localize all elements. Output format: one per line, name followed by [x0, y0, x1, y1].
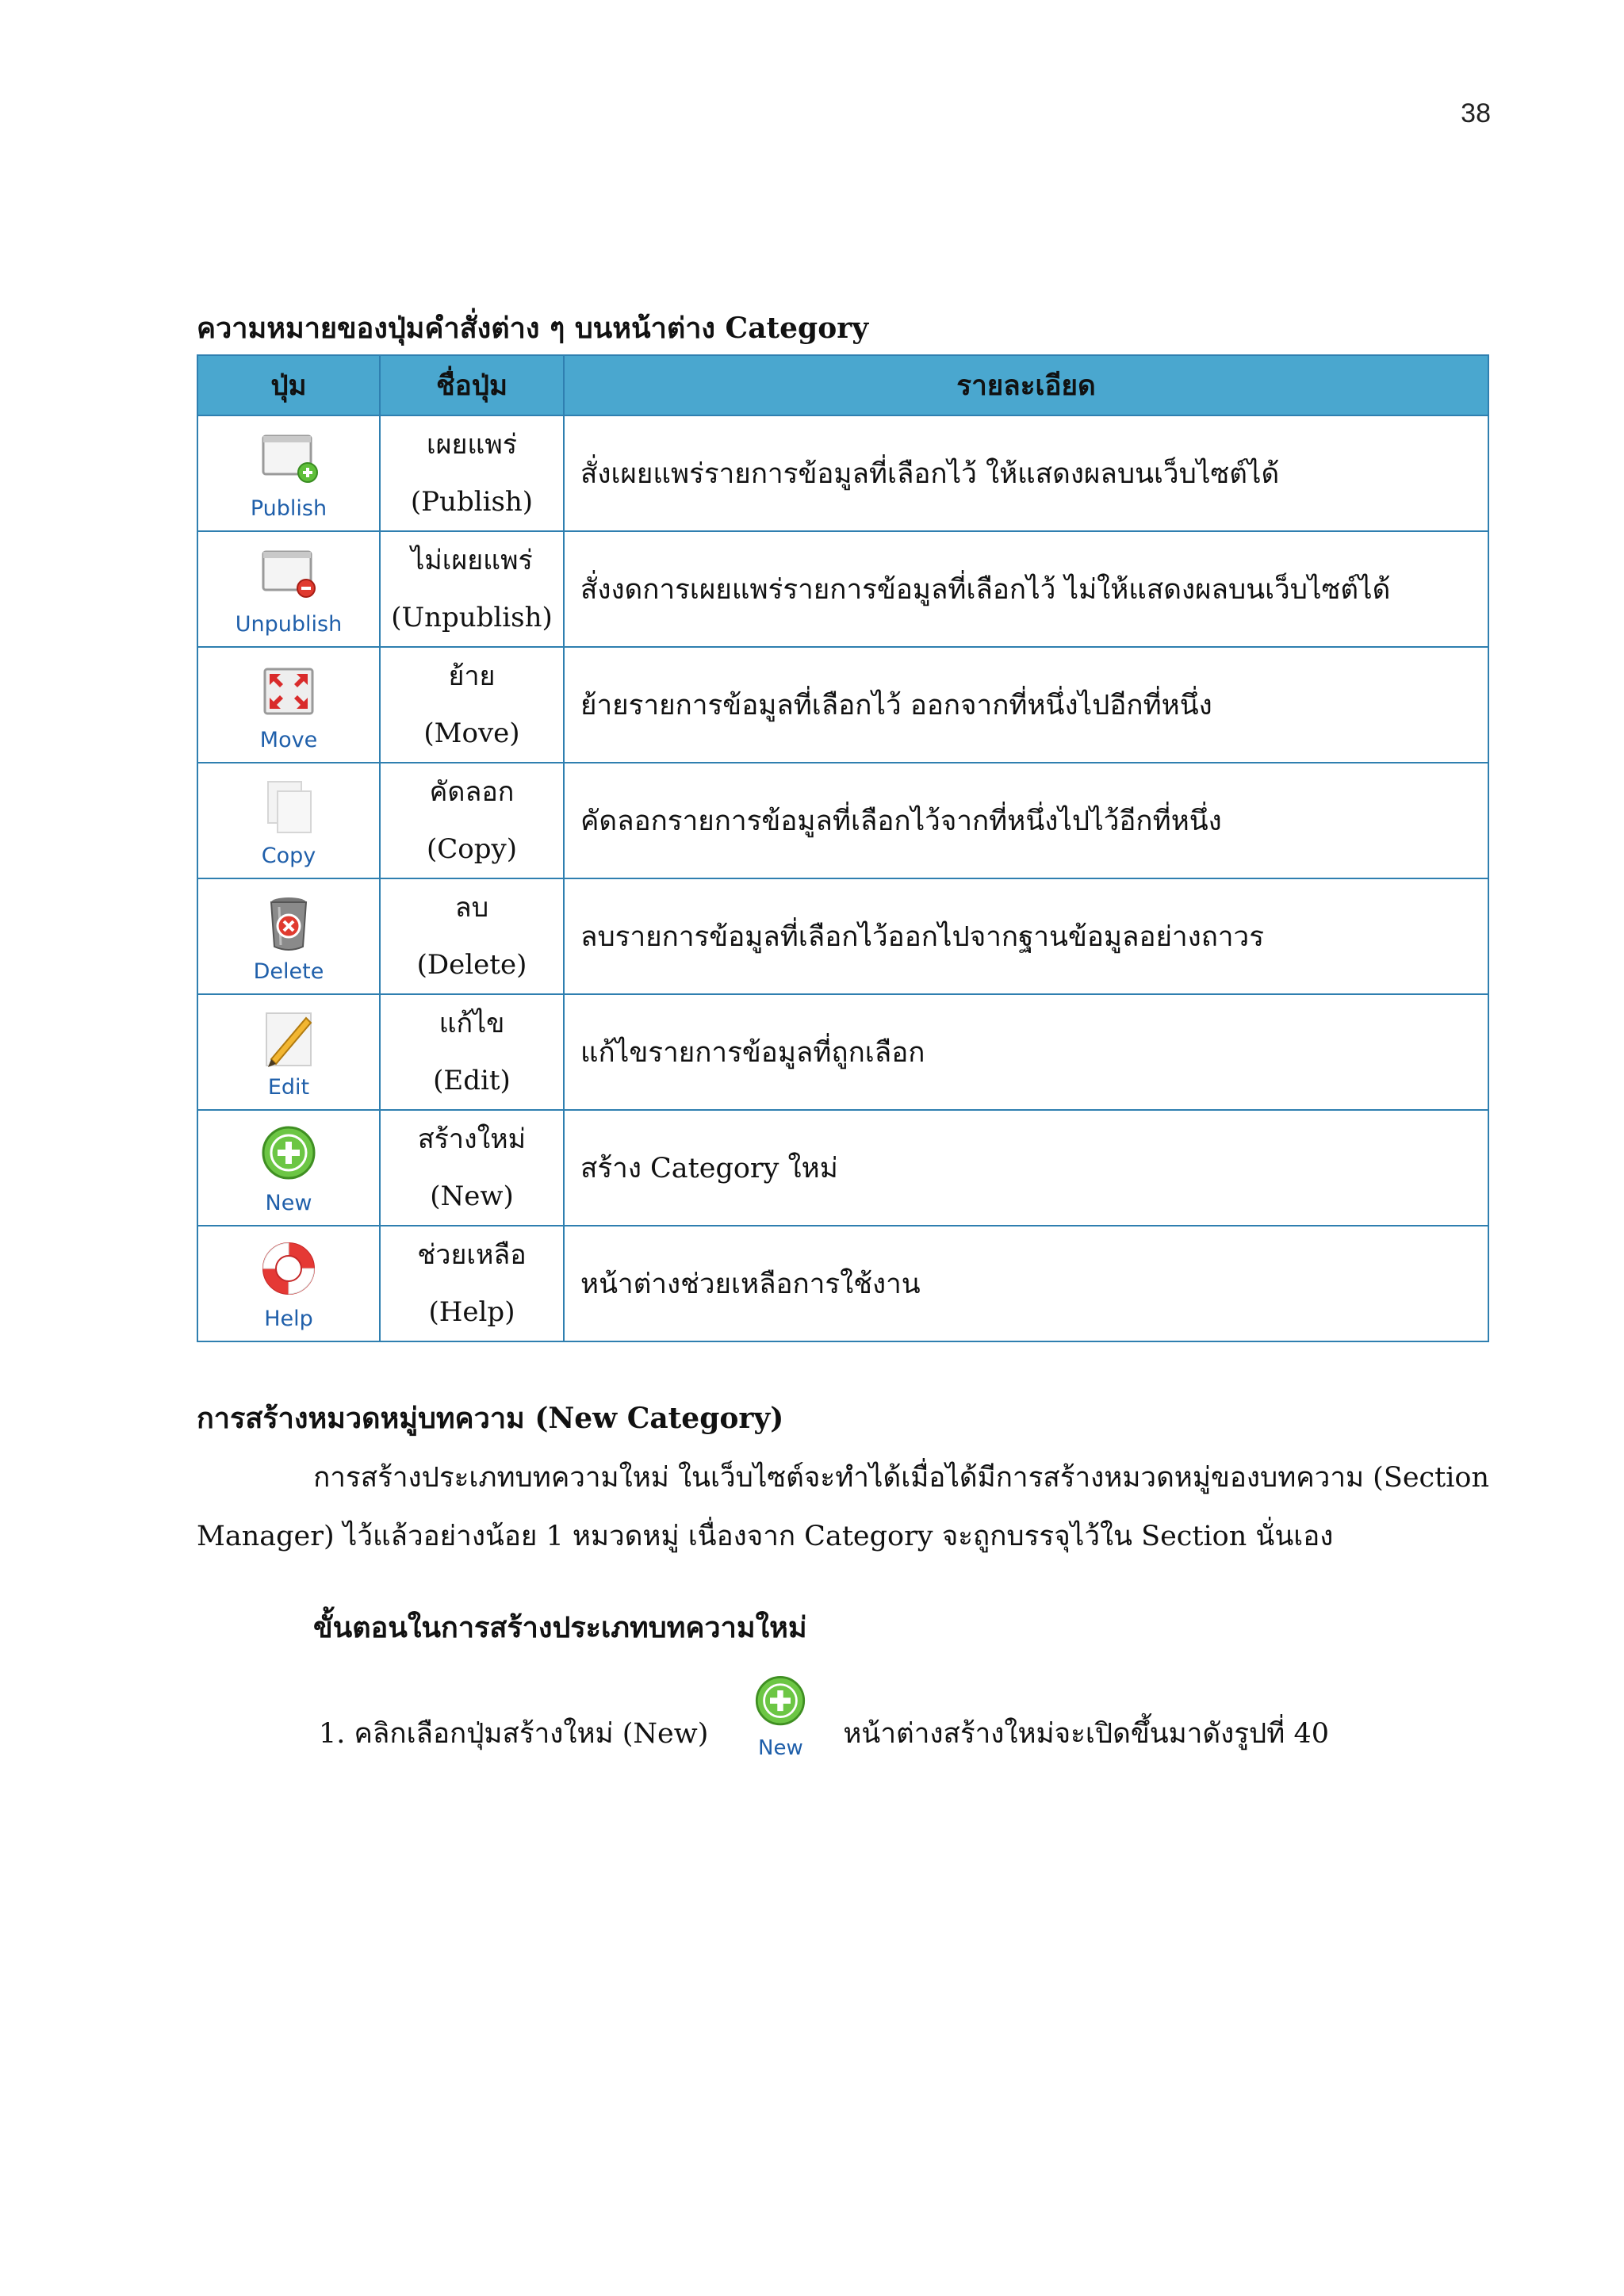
button-name-en: (Delete) — [416, 949, 527, 981]
header-button: ปุ่ม — [197, 355, 380, 415]
table-row — [197, 531, 1488, 647]
move-button[interactable] — [198, 650, 379, 760]
button-detail: ลบรายการข้อมูลที่เลือกไว้ออกไปจากฐานข้อมูลอย่างถาวร — [564, 878, 1488, 994]
button-detail: สร้าง Category ใหม่ — [564, 1110, 1488, 1226]
move-icon — [255, 658, 322, 725]
table-row — [197, 1226, 1488, 1341]
button-name-th: ย้าย — [448, 660, 496, 692]
icon-label: Publish — [250, 496, 327, 521]
delete-icon — [255, 890, 322, 956]
button-name-en: (Publish) — [410, 486, 534, 518]
paragraph-line: การสร้างประเภทบทความใหม่ ในเว็บไซต์จะทำได้เมื่อได้มีการสร้างหมวดหมู่ของบทความ (Section — [313, 1462, 1489, 1494]
copy-icon — [255, 774, 322, 840]
edit-button[interactable] — [198, 997, 379, 1108]
step-1-text-after: หน้าต่างสร้างใหม่จะเปิดขึ้นมาดังรูปที่ 40 — [843, 1718, 1329, 1750]
section-heading: การสร้างหมวดหมู่บทความ (New Category) — [197, 1402, 784, 1435]
icon-label: Delete — [253, 959, 324, 984]
button-name-en: (Edit) — [433, 1065, 511, 1096]
button-name-th: ลบ — [454, 892, 489, 924]
table-row — [197, 647, 1488, 763]
button-name-en: (Help) — [428, 1296, 515, 1328]
help-icon — [255, 1237, 322, 1303]
button-name-th: คัดลอก — [429, 776, 515, 808]
step-1 — [319, 1657, 1329, 1760]
button-name-th: ช่วยเหลือ — [417, 1239, 527, 1271]
icon-label: Help — [264, 1306, 313, 1331]
table-row — [197, 1110, 1488, 1226]
button-detail: คัดลอกรายการข้อมูลที่เลือกไว้จากที่หนึ่งไปไว้อีกที่หนึ่ง — [564, 763, 1488, 878]
new-icon — [255, 1121, 322, 1188]
inline-new-button — [737, 1671, 824, 1760]
steps-heading: ขั้นตอนในการสร้างประเภทบทความใหม่ — [313, 1611, 807, 1644]
help-button[interactable] — [198, 1229, 379, 1339]
button-detail: หน้าต่างช่วยเหลือการใช้งาน — [564, 1226, 1488, 1341]
button-detail: สั่งงดการเผยแพร่รายการข้อมูลที่เลือกไว้ ไม่ให้แสดงผลบนเว็บไซต์ได้ — [564, 531, 1488, 647]
edit-icon — [255, 1005, 322, 1072]
delete-button[interactable] — [198, 882, 379, 992]
icon-label: Copy — [261, 843, 316, 868]
table-row — [197, 415, 1488, 531]
command-buttons-table — [197, 354, 1489, 1342]
new-button[interactable] — [198, 1113, 379, 1223]
copy-button[interactable] — [198, 766, 379, 876]
icon-label: Unpublish — [235, 611, 343, 637]
page-number: 38 — [1461, 98, 1491, 128]
button-name-en: (Move) — [423, 718, 520, 749]
publish-icon — [255, 427, 322, 493]
new-icon — [749, 1671, 811, 1733]
table-header-row — [197, 355, 1488, 415]
header-detail: รายละเอียด — [564, 355, 1488, 415]
button-name-en: (Unpublish) — [391, 602, 553, 633]
icon-label: New — [758, 1736, 803, 1760]
unpublish-button[interactable] — [198, 534, 379, 645]
button-name-th: เผยแพร่ — [426, 429, 518, 461]
unpublish-icon — [255, 542, 322, 609]
button-name-en: (Copy) — [427, 833, 517, 865]
header-name: ชื่อปุ่ม — [380, 355, 564, 415]
table-row — [197, 763, 1488, 878]
icon-label: Edit — [267, 1074, 310, 1100]
button-name-th: ไม่เผยแพร่ — [411, 545, 533, 576]
button-name-th: สร้างใหม่ — [417, 1123, 527, 1155]
button-detail: แก้ไขรายการข้อมูลที่ถูกเลือก — [564, 994, 1488, 1110]
button-detail: ย้ายรายการข้อมูลที่เลือกไว้ ออกจากที่หนึ่งไปอีกที่หนึ่ง — [564, 647, 1488, 763]
button-name-th: แก้ไข — [439, 1008, 505, 1039]
table-caption: ความหมายของปุ่มคำสั่งต่าง ๆ บนหน้าต่าง Category — [197, 312, 869, 345]
table-row — [197, 878, 1488, 994]
publish-button[interactable] — [198, 419, 379, 529]
step-1-text: 1. คลิกเลือกปุ่มสร้างใหม่ (New) — [319, 1718, 709, 1750]
button-name-en: (New) — [430, 1181, 514, 1212]
table-row — [197, 994, 1488, 1110]
button-detail: สั่งเผยแพร่รายการข้อมูลที่เลือกไว้ ให้แสดงผลบนเว็บไซต์ได้ — [564, 415, 1488, 531]
icon-label: New — [265, 1190, 312, 1215]
icon-label: Move — [259, 727, 318, 752]
paragraph-line: Manager) ไว้แล้วอย่างน้อย 1 หมวดหมู่ เนื่องจาก Category จะถูกบรรจุไว้ใน Section นั่นเอง — [197, 1521, 1334, 1552]
